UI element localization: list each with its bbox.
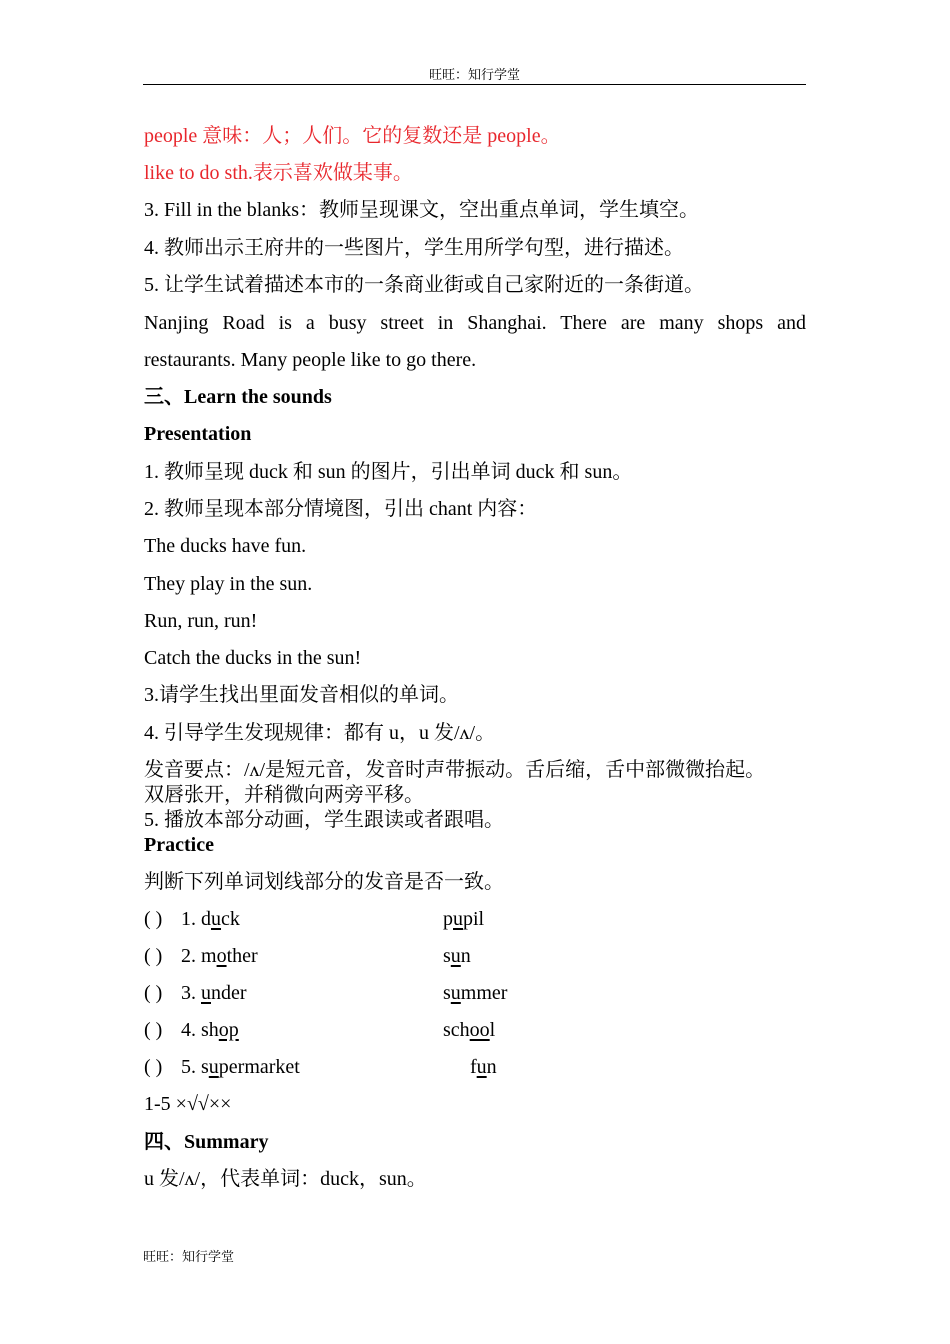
chant-line-1: The ducks have fun.: [144, 535, 307, 557]
step-3-fill-blanks: 3. Fill in the blanks：教师呈现课文，空出重点单词，学生填空。: [144, 199, 699, 221]
subheading-presentation: Presentation: [144, 423, 252, 445]
underlined-part: u: [450, 945, 461, 967]
item-number: 2.: [181, 945, 201, 967]
underlined-part: u: [450, 982, 461, 1004]
section-heading-summary: 四、Summary: [144, 1131, 269, 1153]
item-number: 4.: [181, 1019, 201, 1041]
step-5-describe: 5. 让学生试着描述本市的一条商业街或自己家附近的一条街道。: [144, 274, 704, 296]
word-part: f: [470, 1056, 477, 1078]
underlined-part: oo: [469, 1019, 490, 1041]
practice-instruction: 判断下列单词划线部分的发音是否一致。: [144, 871, 504, 893]
word-part: s: [443, 982, 451, 1004]
word-part: l: [489, 1019, 496, 1041]
section-heading-learn-sounds: 三、Learn the sounds: [144, 386, 332, 408]
underlined-part: op: [218, 1019, 239, 1041]
step-4-pictures: 4. 教师出示王府井的一些图片，学生用所学句型，进行描述。: [144, 237, 684, 259]
pronunciation-tip-1: 发音要点：/ʌ/是短元音，发音时声带振动。舌后缩，舌中部微微抬起。: [144, 759, 766, 781]
practice-row: [144, 944, 806, 968]
underlined-part: u: [453, 908, 463, 930]
summary-text: u 发/ʌ/，代表单词：duck，sun。: [144, 1168, 427, 1190]
subheading-practice: Practice: [144, 834, 214, 856]
note-people: people 意味：人；人们。它的复数还是 people。: [144, 125, 561, 147]
underlined-part: u: [208, 1056, 219, 1078]
presentation-step-1: 1. 教师呈现 duck 和 sun 的图片，引出单词 duck 和 sun。: [144, 461, 633, 483]
practice-row: [144, 1055, 806, 1079]
answer-blank: ( ): [144, 908, 163, 930]
underlined-part: u: [201, 982, 211, 1004]
underlined-part: u: [476, 1056, 487, 1078]
word-part: n: [460, 945, 471, 967]
example-sentence-2: restaurants. Many people like to go there.: [144, 349, 477, 371]
word-part: p: [443, 908, 453, 930]
presentation-step-4: 4. 引导学生发现规律：都有 u，u 发/ʌ/。: [144, 722, 496, 744]
answer-key: 1-5 ×√√××: [144, 1093, 232, 1115]
answer-blank: ( ): [144, 982, 163, 1004]
word-part: n: [486, 1056, 497, 1078]
word-part: pil: [463, 908, 485, 930]
word-part: sch: [443, 1019, 470, 1041]
note-like-to-do: like to do sth.表示喜欢做某事。: [144, 162, 413, 184]
pronunciation-tip-2: 双唇张开，并稍微向两旁平移。: [144, 784, 424, 806]
item-number: 5.: [181, 1056, 201, 1078]
underlined-part: o: [216, 945, 227, 967]
presentation-step-5: 5. 播放本部分动画，学生跟读或者跟唱。: [144, 809, 504, 831]
page-header: 旺旺：知行学堂: [143, 66, 806, 85]
chant-line-2: They play in the sun.: [144, 573, 313, 595]
answer-blank: ( ): [144, 945, 163, 967]
answer-blank: ( ): [144, 1019, 163, 1041]
practice-row: [144, 981, 806, 1005]
item-number: 3.: [181, 982, 201, 1004]
word-part: s: [201, 1056, 209, 1078]
chant-line-3: Run, run, run!: [144, 610, 258, 632]
word-part: ck: [221, 908, 240, 930]
word-part: m: [201, 945, 217, 967]
presentation-step-3: 3.请学生找出里面发音相似的单词。: [144, 684, 459, 706]
word-part: permarket: [218, 1056, 300, 1078]
word-part: ther: [226, 945, 258, 967]
word-part: s: [443, 945, 451, 967]
chant-line-4: Catch the ducks in the sun!: [144, 647, 362, 669]
practice-row: [144, 1018, 806, 1042]
page-footer: 旺旺：知行学堂: [143, 1249, 235, 1264]
word-part: sh: [201, 1019, 219, 1041]
underlined-part: u: [211, 908, 221, 930]
word-part: nder: [211, 982, 247, 1004]
practice-row: [144, 907, 806, 931]
word-part: mmer: [460, 982, 508, 1004]
example-sentence-1: Nanjing Road is a busy street in Shanghai. There are many shops and: [144, 312, 806, 334]
answer-blank: ( ): [144, 1056, 163, 1078]
presentation-step-2: 2. 教师呈现本部分情境图，引出 chant 内容：: [144, 498, 538, 520]
word-part: d: [201, 908, 211, 930]
item-number: 1.: [181, 908, 201, 930]
